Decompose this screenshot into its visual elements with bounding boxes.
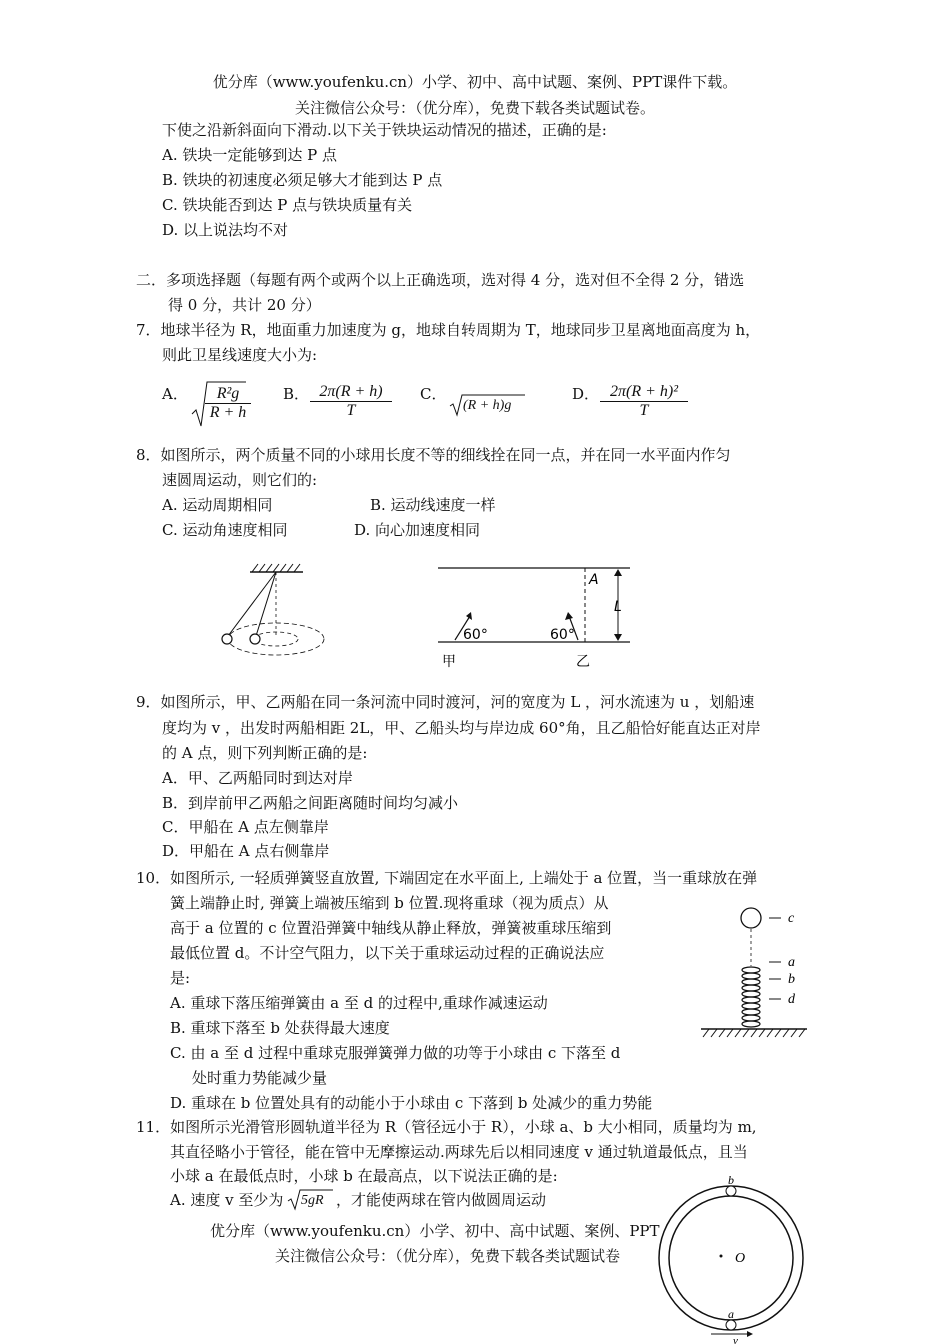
ball-b-label: b <box>728 1173 734 1187</box>
q7-option-a-label: A． <box>162 385 188 403</box>
header-line-1: 优分库（www.youfenku.cn）小学、初中、高中试题、案例、PPT课件下载。 <box>212 73 738 91</box>
q7-stem-line1: 7．地球半径为 R，地面重力加速度为 g，地球自转周期为 T，地球同步卫星离地面高度为 h， <box>136 321 761 339</box>
q7-option-d-label: D． <box>572 385 600 403</box>
q7-option-b-numerator: 2π(R + h) <box>319 383 383 400</box>
boat-yi-angle: 60° <box>550 627 575 643</box>
q11-option-a-radicand: 5gR <box>301 1193 324 1208</box>
q7-option-b-label: B． <box>283 385 310 403</box>
position-a-label: a <box>788 955 795 970</box>
q9-stem-line2: 度均为 v ，出发时两船相距 2L，甲、乙船头均与岸边成 60°角，且乙船恰好能直达正对岸 <box>162 719 761 737</box>
q8-option-b: B. 运动线速度一样 <box>370 496 496 514</box>
q9-option-b: B．到岸前甲乙两船之间距离随时间均匀减小 <box>162 794 459 812</box>
velocity-v-label: v <box>733 1335 738 1344</box>
q9-option-c: C．甲船在 A 点左侧靠岸 <box>162 818 329 836</box>
q8-stem-line1: 8．如图所示，两个质量不同的小球用长度不等的细线拴在同一点，并在同一水平面内作匀 <box>136 446 731 464</box>
q7-option-a-fraction <box>205 385 251 422</box>
q7-option-c-expression: (R + h)g <box>463 398 512 413</box>
q7-option-d-numerator: 2π(R + h)² <box>609 383 679 400</box>
q7-option-b-denominator: T <box>310 401 392 420</box>
q11-stem-line1: 11．如图所示光滑管形圆轨道半径为 R（管径远小于 R），小球 a、b 大小相同，质量均为 m, <box>136 1118 757 1136</box>
point-a-label: A <box>589 572 599 588</box>
q9-stem-line1: 9．如图所示，甲、乙两船在同一条河流中同时渡河，河的宽度为 L ，河水流速为 u ，划船速 <box>136 693 755 711</box>
q10-stem-line5: 是: <box>170 969 191 987</box>
q6-option-a: A. 铁块一定能够到达 P 点 <box>162 146 337 164</box>
position-c-label: c <box>788 911 795 926</box>
q10-option-b: B. 重球下落至 b 处获得最大速度 <box>170 1019 390 1037</box>
q11-option-a-suffix: ，才能使两球在管内做圆周运动 <box>336 1191 547 1209</box>
q10-option-a: A. 重球下落压缩弹簧由 a 至 d 的过程中,重球作减速运动 <box>170 994 548 1012</box>
boat-yi-label: 乙 <box>576 654 590 670</box>
q7-option-d-denominator: T <box>600 401 688 420</box>
ball-a-label: a <box>728 1307 734 1321</box>
q9-option-a: A．甲、乙两船同时到达对岸 <box>162 769 353 787</box>
q11-stem-line2: 其直径略小于管径，能在管中无摩擦运动.两球先后以相同速度 v 通过轨道最低点，且当 <box>170 1143 748 1161</box>
q9-option-d: D．甲船在 A 点右侧靠岸 <box>162 842 330 860</box>
q10-stem-line3: 高于 a 位置的 c 位置沿弹簧中轴线从静止释放，弹簧被重球压缩到 <box>170 919 612 937</box>
q7-option-b-fraction <box>310 383 392 420</box>
q9-stem-line3: 的 A 点，则下列判断正确的是: <box>162 744 368 762</box>
q8-option-d: D. 向心加速度相同 <box>354 521 481 539</box>
q6-option-d: D. 以上说法均不对 <box>162 221 289 239</box>
q8-stem-line2: 速圆周运动，则它们的: <box>162 471 318 489</box>
q7-stem-line2: 则此卫星线速度大小为: <box>162 346 318 364</box>
river-width-label: L <box>614 599 622 615</box>
q10-option-c-line2: 处时重力势能减少量 <box>192 1069 328 1087</box>
q7-option-c-label: C． <box>420 385 447 403</box>
boat-jia-angle: 60° <box>463 627 488 643</box>
footer-line-1: 优分库（www.youfenku.cn）小学、初中、高中试题、案例、PPT <box>210 1222 660 1240</box>
boat-jia-label: 甲 <box>442 654 456 670</box>
center-o-label: O <box>735 1251 746 1266</box>
q10-option-d: D. 重球在 b 位置处具有的动能小于小球由 c 下落到 b 处减少的重力势能 <box>170 1094 653 1112</box>
q7-option-a-denominator: R + h <box>205 403 251 422</box>
q11-option-a-prefix: A. 速度 v 至少为 <box>170 1191 284 1209</box>
q6-stem-tail: 下使之沿新斜面向下滑动.以下关于铁块运动情况的描述，正确的是: <box>162 121 607 139</box>
river-boats-figure <box>430 560 650 675</box>
circular-track-figure <box>655 1172 805 1344</box>
position-b-label: b <box>788 972 795 987</box>
q10-stem-line4: 最低位置 d。不计空气阻力，以下关于重球运动过程的正确说法应 <box>170 944 605 962</box>
q6-option-b: B. 铁块的初速度必须足够大才能到达 P 点 <box>162 171 443 189</box>
section2-heading-line1: 二．多项选择题（每题有两个或两个以上正确选项，选对得 4 分，选对但不全得 2 分，错选 <box>136 271 745 289</box>
conical-pendulum-figure <box>215 560 335 665</box>
q10-option-c-line1: C. 由 a 至 d 过程中重球克服弹簧弹力做的功等于小球由 c 下落至 d <box>170 1044 621 1062</box>
q10-stem-line1: 10．如图所示, 一轻质弹簧竖直放置, 下端固定在水平面上, 上端处于 a 位置，当一重球放在弹 <box>136 869 758 887</box>
section2-heading-line2: 得 0 分，共计 20 分） <box>168 296 321 314</box>
q6-option-c: C. 铁块能否到达 P 点与铁块质量有关 <box>162 196 413 214</box>
q10-stem-line2: 簧上端静止时, 弹簧上端被压缩到 b 位置.现将重球（视为质点）从 <box>170 894 609 912</box>
q8-option-c: C. 运动角速度相同 <box>162 521 288 539</box>
position-d-label: d <box>788 992 795 1007</box>
footer-line-2: 关注微信公众号：（优分库），免费下载各类试题试卷 <box>275 1247 621 1265</box>
q8-option-a: A. 运动周期相同 <box>162 496 273 514</box>
q11-stem-line3: 小球 a 在最低点时，小球 b 在最高点，以下说法正确的是: <box>170 1167 558 1185</box>
q7-option-d-fraction <box>600 383 688 420</box>
spring-ball-figure <box>695 898 815 1048</box>
header-line-2: 关注微信公众号：（优分库），免费下载各类试题试卷。 <box>294 99 655 117</box>
q7-option-a-numerator: R²g <box>216 385 240 402</box>
